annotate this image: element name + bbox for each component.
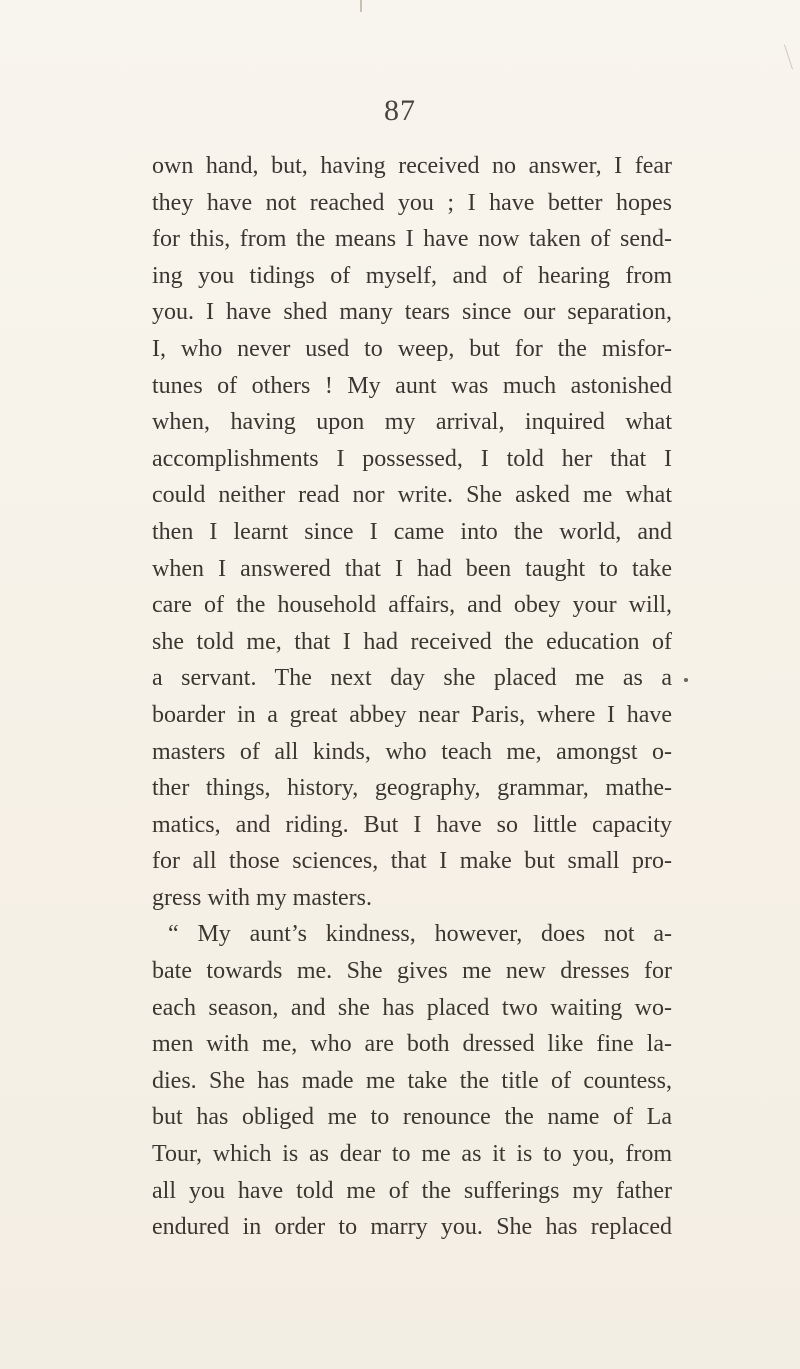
text-line: when, having upon my arrival, inquired what	[152, 409, 672, 436]
page-number: 87	[384, 94, 416, 127]
paper-mark	[784, 44, 793, 69]
text-line: matics, and riding. But I have so little capacity	[152, 811, 672, 838]
text-line: then I learnt since I came into the world, and	[152, 518, 672, 545]
text-line: ther things, history, geography, grammar, mathe-	[152, 775, 672, 802]
text-line: masters of all kinds, who teach me, amongst o-	[152, 738, 672, 765]
text-line: own hand, but, having received no answer, I fear	[152, 153, 672, 179]
text-line: could neither read nor write. She asked me what	[152, 482, 672, 509]
text-line: she told me, that I had received the education of	[152, 628, 672, 655]
text-line: “ My aunt’s kindness, however, does not a-	[168, 921, 672, 948]
text-line: dies. She has made me take the title of countess,	[152, 1067, 672, 1094]
text-line: they have not reached you ; I have better hopes	[152, 189, 672, 216]
text-line: when I answered that I had been taught to take	[152, 555, 672, 582]
text-line: boarder in a great abbey near Paris, where I have	[152, 701, 672, 728]
text-line: each season, and she has placed two waiting wo-	[152, 994, 672, 1021]
paper-mark	[360, 0, 362, 12]
body-text	[152, 148, 672, 1246]
text-line: tunes of others ! My aunt was much astonished	[152, 372, 672, 399]
margin-speck	[684, 678, 688, 682]
text-line: endured in order to marry you. She has replaced	[152, 1214, 672, 1241]
text-line: accomplishments I possessed, I told her that I	[152, 445, 672, 472]
text-line: for this, from the means I have now taken of send-	[152, 226, 672, 253]
text-line: a servant. The next day she placed me as a	[152, 665, 672, 692]
text-line: bate towards me. She gives me new dresses for	[152, 958, 672, 985]
text-line: ing you tidings of myself, and of hearing from	[152, 262, 672, 289]
text-line: for all those sciences, that I make but small pro-	[152, 848, 672, 875]
text-line: Tour, which is as dear to me as it is to you, from	[152, 1141, 672, 1168]
text-line: gress with my masters.	[152, 884, 372, 911]
text-line: care of the household affairs, and obey your will,	[152, 592, 672, 619]
text-line: men with me, who are both dressed like fine la-	[152, 1031, 672, 1058]
text-line: I, who never used to weep, but for the misfor-	[152, 335, 672, 362]
text-line: but has obliged me to renounce the name of La	[152, 1104, 672, 1131]
text-line: you. I have shed many tears since our separation,	[152, 299, 672, 326]
text-line: all you have told me of the sufferings my father	[152, 1177, 672, 1204]
